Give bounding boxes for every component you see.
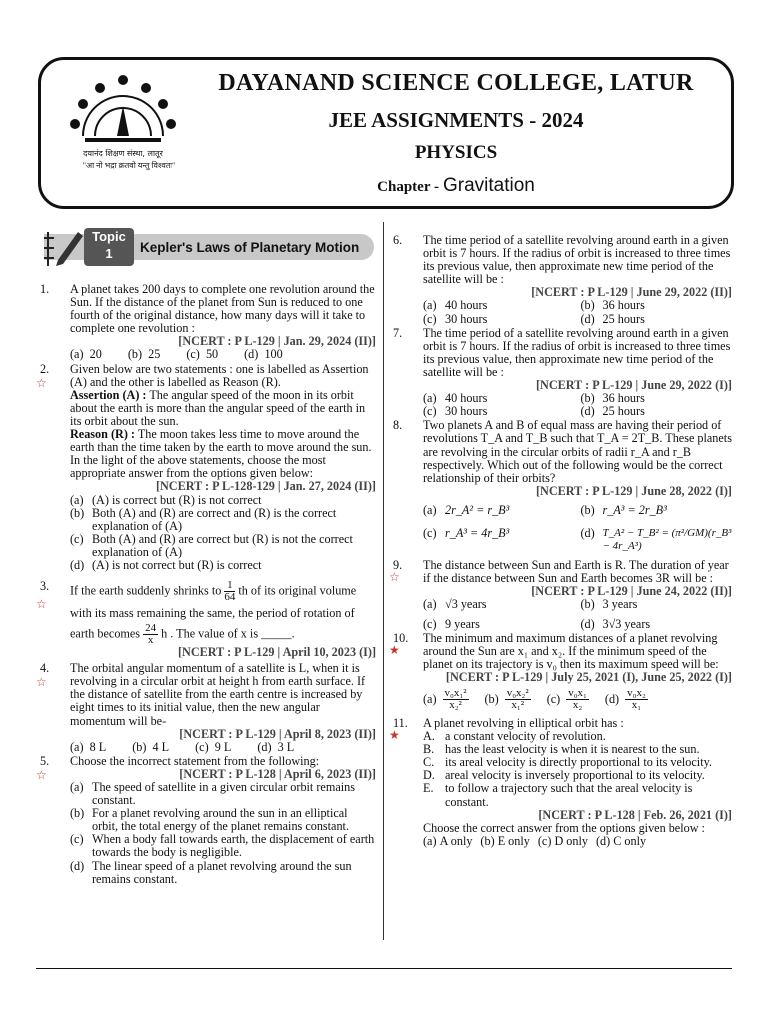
option: (d) 3 L [257,739,295,754]
question-number: 7. [393,325,403,340]
star-icon: ☆ [389,570,400,585]
option-d: (d) (A) is not correct but (R) is correct [70,557,262,572]
question-text: Given below are two statements : one is labelled as Assertion (A) and the other is labelled as Reason (R). [70,361,369,389]
question-5 [38,755,376,886]
option-a: (a) The speed of satellite in a given circular orbit remains constant. [70,780,355,808]
source-ref: [NCERT : P L-128 | April 6, 2023 (II)] [179,766,376,781]
question-number: 1. [40,282,50,296]
option-b: (b) Both (A) and (R) are correct and (R) is the correct explanation of (A) [70,505,337,533]
question-number: 11. [393,716,408,730]
question-tail: In the light of the above statements, choose the most appropriate answer from the options given below: [70,453,326,481]
star-icon: ★ [389,728,400,742]
chapter-label: Chapter - [377,179,439,195]
options [70,348,376,361]
option: (b) 4 L [132,739,170,754]
option: (c) 50 [186,347,219,362]
options [70,741,376,754]
topic-title: Kepler's Laws of Planetary Motion [140,240,360,255]
assignment-title: JEE ASSIGNMENTS - 2024 [328,108,584,132]
question-6 [391,234,732,326]
source-ref: [NCERT : P L-129 | June 28, 2022 (I)] [535,483,732,498]
topic-banner [44,226,376,270]
question-3 [38,580,376,659]
option-c: (c) When a body fall towards earth, the displacement of earth towards the body is negligible. [70,832,375,860]
fraction: $\frac{24}{x}$ [145,622,157,647]
option: (c) D only [537,833,588,848]
statement-b: B. has the least velocity is when it is nearest to the sun. [423,742,700,757]
question-11 [391,717,732,848]
question-text: Choose the incorrect statement from the following: [70,753,320,768]
question-1 [38,283,376,362]
column-divider [383,222,384,940]
fraction: $\frac{1}{64}$ [224,579,236,604]
star-icon: ★ [389,642,400,657]
options: (a) 40 hours (b) 36 hours (c) 30 hours (d) 25 hours [423,391,645,419]
subject-title: PHYSICS [414,142,498,163]
star-icon: ☆ [36,375,47,390]
option-d: (d) The linear speed of a planet revolving around the sun remains constant. [70,858,352,886]
option: (c) 9 L [195,739,232,754]
star-icon: ☆ [36,597,47,612]
options: (a) 40 hours (b) 36 hours (c) 30 hours (d) 25 hours [423,298,645,326]
star-icon: ☆ [36,675,47,690]
fraction-options: (a) $\frac{\text{v₀x₁²}}{\text{x₂²}}$ (b) $\frac{\text{v₀x₂²}}{\text{x₁²}}$ (c) $\frac{\text{v₀x₁}}{\text{x₂}}$ (d) $\frac{\text{v₀x₂}}{\text{x₁}}$ [423,687,646,711]
options: (a) √3 years (b) 3 years (c) 9 years (d) 3√3 years [423,597,651,631]
question-number: 8. [393,418,403,433]
source-ref: [NCERT : P L-129 | June 24, 2022 (II)] [531,584,732,599]
bottom-rule [36,968,732,969]
chapter-line [181,175,731,197]
option: (a) A only [423,833,473,848]
star-icon: ☆ [36,767,47,782]
question-text: A planet revolving in elliptical orbit has : [423,716,624,730]
option-b: (b) For a planet revolving around the sun in an elliptical orbit, the total energy of the planet remains constant. [70,806,349,834]
source-ref: [NCERT : P L-129 | Jan. 29, 2024 (II)] [178,334,376,349]
statement-a: A. a constant velocity of revolution. [423,729,606,744]
statement-e: E. to follow a trajectory such that the areal velocity is constant. [423,781,693,809]
question-number: 2. [40,361,50,376]
right-column [391,234,732,849]
statement-d: D. areal velocity is inversely proportional to its velocity. [423,768,705,783]
question-number: 10. [393,630,409,645]
reason: Reason (R) : The moon takes less time to move around the earth than the time taken by the earth to move around the sun. [70,427,372,455]
source-ref: [NCERT : P L-129 | June 29, 2022 (II)] [531,285,732,300]
question-number: 5. [40,753,50,768]
left-column [38,283,376,887]
question-number: 3. [40,579,50,594]
question-text: The orbital angular momentum of a satellite is L, when it is revolving in a circular orbit at height h from earth surface. If the distance of satellite from the earth centre is increased by eight times to its initial value, then the new angular momentum will be- [70,661,366,728]
options [423,835,732,848]
question-7 [391,327,732,419]
option: (d) C only [595,833,647,848]
topic-number: 1 [105,246,113,261]
pencil-icon [44,226,84,270]
question-text: The time period of a satellite revolving around earth in a given orbit is 7 hours. If the radius of orbit is increased to three times its previous value, then approximate new time period of the satellite will be : [423,233,731,287]
question-4 [38,662,376,754]
topic-label: Topic [92,229,126,244]
question-text: Two planets A and B of equal mass are having their period of revolutions T_A and T_B such that T_A = 2T_B. These planets are revolving in the circular orbits of radii r_A and r_B respectively. Which out of the following would be the correct relationship of their orbits? [423,418,732,485]
question-text: The minimum and maximum distances of a planet revolving around the Sun are x₁ and x₂. If the minimum speed of the planet on its trajectory is v₀ then its maximum speed will be: [423,630,719,671]
question-number: 4. [40,661,50,676]
math-options: (a) 2r_A² = r_B³ (b) r_A³ = 2r_B³ (c) r_A³ = 4r_B³ (d) T_A² − T_B² = (π²/GM)(r_B³ − 4r_A³) [423,502,732,553]
statement-c: C. its areal velocity is directly proportional to its velocity. [423,755,712,770]
question-8 [391,419,732,553]
topic-number-box [84,228,134,266]
option: (d) 100 [244,347,283,362]
source-ref: [NCERT : P L-129 | June 29, 2022 (I)] [535,378,732,393]
question-number: 9. [393,558,403,573]
option: (b) 25 [127,347,161,362]
source-ref: [NCERT : P L-129 | April 10, 2023 (I)] [177,645,376,660]
option: (a) 20 [70,347,102,362]
option-c: (c) Both (A) and (R) are correct but (R) is not the correct explanation of (A) [70,531,353,559]
header-box [38,57,734,209]
motto: "आ नो भद्रा क्रतवो यन्तु विश्वतः" [82,161,176,170]
option: (a) 8 L [70,739,107,754]
source-ref: [NCERT : P L-129 | July 25, 2021 (I), June 25, 2022 (I)] [445,669,732,684]
question-text: A planet takes 200 days to complete one revolution around the Sun. If the distance of the planet from Sun is reduced to one fourth of the original distance, how many days will it take to complete one revolution : [70,282,375,336]
question-2 [38,363,376,573]
question-text: The time period of a satellite revolving around earth in a given orbit is 7 hours. If the radius of orbit is increased to three times its previous value, then approximate new time period of the satellite will be : [423,325,731,379]
question-9 [391,559,732,630]
source-ref: [NCERT : P L-129 | April 8, 2023 (II)] [179,726,376,741]
question-number: 6. [393,233,403,247]
assertion: Assertion (A) : The angular speed of the moon in its orbit about the earth is more than the angular speed of the earth in its orbit about the sun. [70,387,366,428]
source-ref: [NCERT : P L-128 | Feb. 26, 2021 (I)] [538,807,732,822]
college-name: DAYANAND SCIENCE COLLEGE, LATUR [218,70,694,96]
option-a: (a) (A) is correct but (R) is not correct [70,492,262,507]
source-ref: [NCERT : P L-128-129 | Jan. 27, 2024 (II)] [155,479,376,494]
question-text: The distance between Sun and Earth is R. The duration of year if the distance between Sun and Earth becomes 3R will be : [423,558,729,586]
question-text: If the earth suddenly shrinks to $\frac{1}{64}$ th of its original volume with its mass remaining the same, the period of rotation of earth becomes $\frac{24}{x}$ h . The value of x is _____. [70,579,357,647]
option: (b) E only [480,833,530,848]
logo-caption: दयानंद शिक्षण संस्था, लातूर [83,149,163,158]
chapter-title: Gravitation [442,175,535,196]
question-10 [391,632,732,711]
question-tail: Choose the correct answer from the options given below : [423,820,705,835]
